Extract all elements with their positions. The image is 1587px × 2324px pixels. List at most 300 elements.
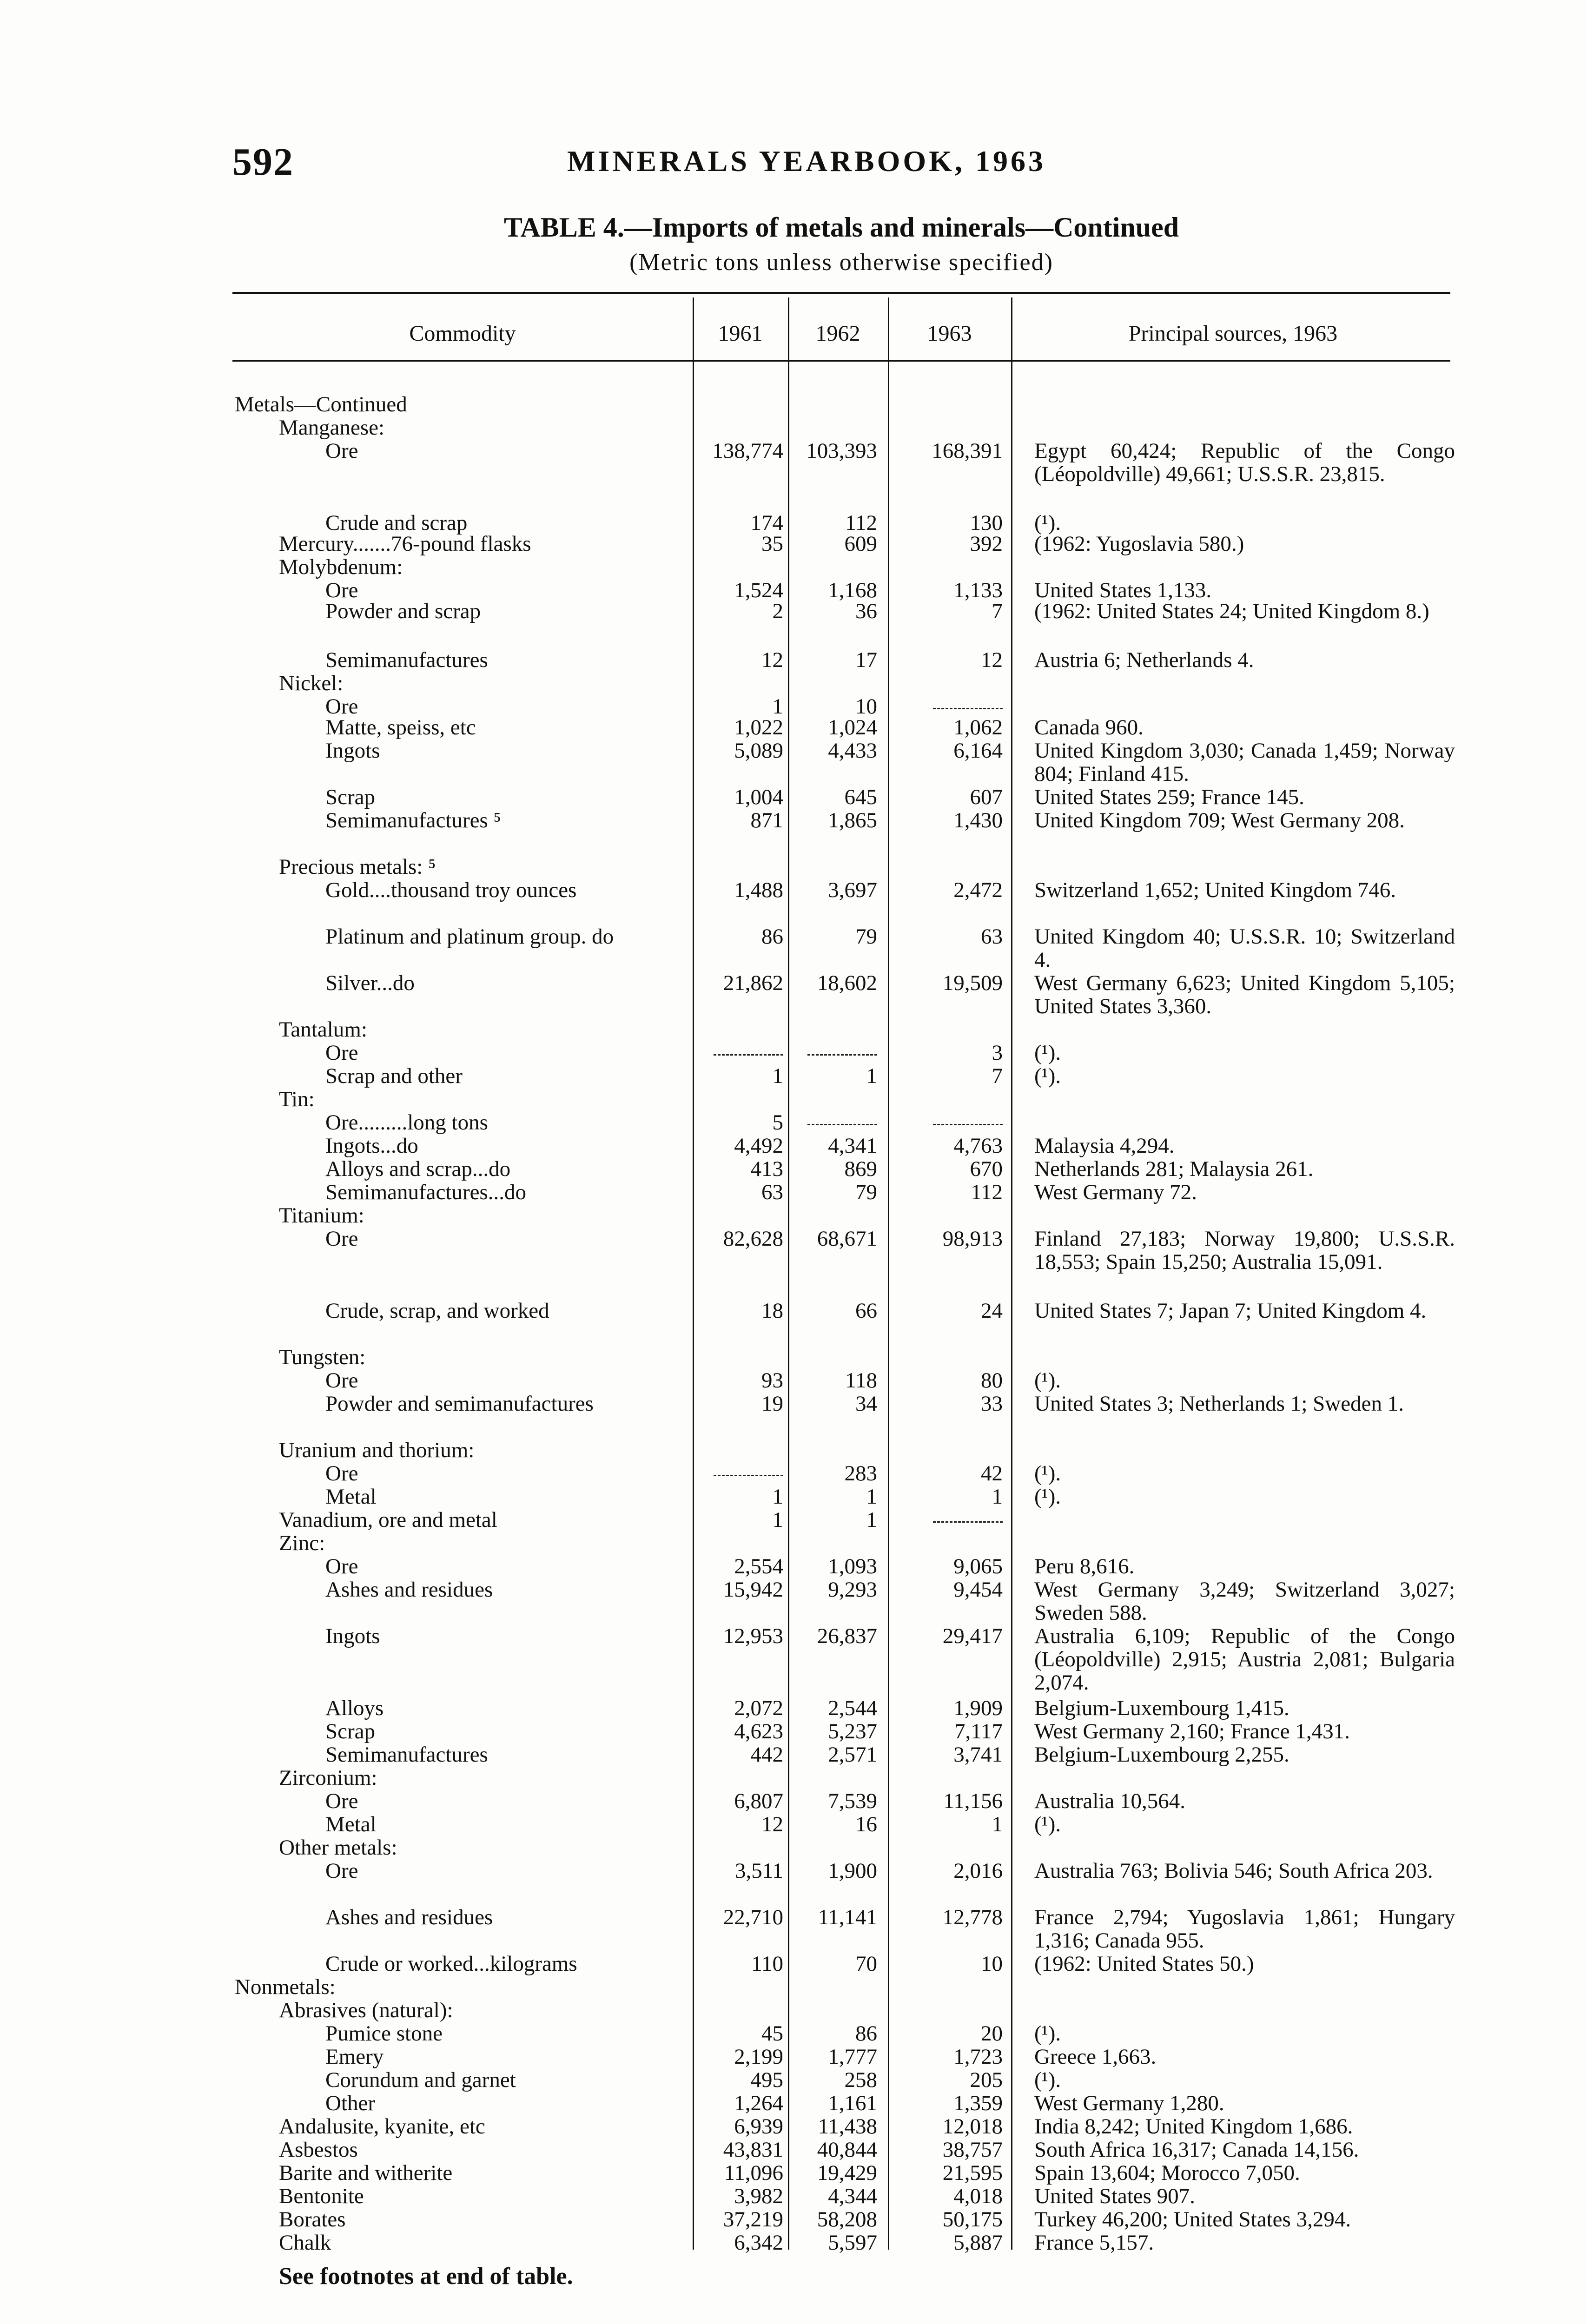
principal-sources: France 2,794; Yugoslavia 1,861; Hungary 1,316; Canada 955. [1034,1905,1455,1953]
page-header [232,139,1464,186]
value-cell: 12,018 [942,2114,1003,2139]
table-row [0,555,1587,579]
commodity-label: Asbestos [279,2138,358,2162]
value-cell: 5,237 [828,1719,877,1743]
table-row [0,1508,1587,1532]
value-cell: 1,909 [953,1696,1003,1720]
table-row [0,579,1587,602]
principal-sources: West Germany 6,623; United Kingdom 5,105; United States 3,360. [1034,971,1455,1018]
value-cell: 1,900 [828,1859,877,1883]
table-row [0,600,1587,623]
principal-sources: (¹). [1034,1485,1061,1509]
table-row [0,1134,1587,1157]
table-row [0,1999,1587,2022]
table-subtitle: (Metric tons unless otherwise specified) [629,249,1053,276]
table-row [0,1766,1587,1789]
value-cell: 11,141 [818,1905,877,1929]
value-cell: 20 [981,2021,1003,2046]
running-title: MINERALS YEARBOOK, 1963 [567,145,1046,178]
value-cell: 93 [761,1368,783,1393]
commodity-label: Ingots [325,739,380,763]
value-cell: 11,156 [943,1789,1003,1813]
value-cell: 5,887 [953,2231,1003,2255]
value-cell: 869 [844,1157,877,1181]
value-cell: 9,065 [953,1554,1003,1578]
value-cell: 607 [970,785,1003,809]
value-cell: 42 [981,1461,1003,1486]
commodity-label: Scrap [325,785,376,809]
principal-sources: Turkey 46,200; United States 3,294. [1034,2207,1351,2232]
value-cell: 70 [855,1952,877,1976]
value-cell: 2,199 [734,2045,783,2069]
commodity-label: Zirconium: [279,1766,377,1790]
commodity-label: Ore [325,1368,358,1393]
value-cell: 34 [855,1392,877,1416]
table-row [0,786,1587,809]
commodity-label: Ore [325,1789,358,1813]
principal-sources: (1962: United States 24; United Kingdom 8.) [1034,599,1429,623]
commodity-label: Nonmetals: [235,1975,336,1999]
principal-sources: West Germany 1,280. [1034,2091,1224,2115]
table-row [0,809,1587,832]
value-cell: 5,089 [734,739,783,763]
value-cell: 86 [855,2021,877,2046]
commodity-label: Crude and scrap [325,511,468,535]
value-cell: 283 [844,1461,877,1486]
table-row [0,2045,1587,2068]
dash-mark [714,1475,783,1476]
table-row [0,971,1587,1018]
commodity-label: Platinum and platinum group. do [325,924,614,949]
value-cell: 4,492 [734,1134,783,1158]
value-cell: 24 [981,1299,1003,1323]
commodity-label: Semimanufactures [325,1743,488,1767]
principal-sources: (¹). [1034,1368,1061,1393]
commodity-label: Molybdenum: [279,555,403,579]
value-cell: 3,697 [828,878,877,902]
empty-value-dash [928,695,1003,718]
value-cell: 12 [981,648,1003,672]
table-row [0,2161,1587,2185]
principal-sources: (¹). [1034,1812,1061,1836]
commodity-label: Bentonite [279,2184,364,2208]
commodity-label: Semimanufactures [325,648,488,672]
commodity-label: Other [325,2091,376,2115]
principal-sources: (1962: Yugoslavia 580.) [1034,532,1244,556]
column-header-sources: Principal sources, 1963 [1128,321,1338,346]
value-cell: 3,741 [953,1743,1003,1767]
table-header-rule [232,360,1450,362]
table-row [0,924,1587,972]
table-row [0,1392,1587,1415]
value-cell: 1,524 [734,578,783,602]
value-cell: 10 [981,1952,1003,1976]
table-row [0,1789,1587,1813]
value-cell: 82,628 [723,1227,783,1251]
value-cell: 7,539 [828,1789,877,1813]
principal-sources: Greece 1,663. [1034,2045,1157,2069]
commodity-label: Alloys and scrap...do [325,1157,511,1181]
table-row [0,1836,1587,1859]
value-cell: 1,062 [953,715,1003,739]
value-cell: 18 [761,1299,783,1323]
value-cell: 2,544 [828,1696,877,1720]
value-cell: 1,168 [828,578,877,602]
table-row [0,648,1587,672]
table-row [0,1088,1587,1111]
commodity-label: Emery [325,2045,384,2069]
commodity-label: Ore [325,578,358,602]
value-cell: 4,623 [734,1719,783,1743]
value-cell: 7 [992,599,1003,623]
value-cell: 130 [970,511,1003,535]
principal-sources: Australia 763; Bolivia 546; South Africa 203. [1034,1859,1433,1883]
commodity-label: Titanium: [279,1203,364,1228]
table-row [0,2138,1587,2161]
value-cell: 80 [981,1368,1003,1393]
value-cell: 68,671 [817,1227,877,1251]
commodity-label: Andalusite, kyanite, etc [279,2114,485,2139]
value-cell: 1,359 [953,2091,1003,2115]
value-cell: 98,913 [942,1227,1003,1251]
commodity-label: Alloys [325,1696,384,1720]
principal-sources: (¹). [1034,1041,1061,1065]
value-cell: 21,862 [723,971,783,995]
value-cell: 1 [772,694,783,719]
page-number: 592 [232,140,294,184]
value-cell: 3,982 [734,2184,783,2208]
principal-sources: United States 259; France 145. [1034,785,1304,809]
value-cell: 12,778 [942,1905,1003,1929]
value-cell: 1,022 [734,715,783,739]
principal-sources: Malaysia 4,294. [1034,1134,1175,1158]
empty-value-dash [928,1111,1003,1134]
value-cell: 4,018 [953,2184,1003,2208]
table-row [0,1697,1587,1720]
table-row [0,2068,1587,2092]
commodity-label: Silver...do [325,971,415,995]
value-cell: 205 [970,2068,1003,2092]
value-cell: 1 [866,1485,877,1509]
commodity-label: Tin: [279,1087,315,1111]
value-cell: 12,953 [723,1624,783,1648]
commodity-label: Ingots [325,1624,380,1648]
principal-sources: (¹). [1034,1461,1061,1486]
commodity-label: Other metals: [279,1835,397,1860]
table-row [0,416,1587,439]
table-row [0,2022,1587,2045]
value-cell: 50,175 [942,2207,1003,2232]
commodity-label: Metals—Continued [235,392,407,416]
value-cell: 1 [866,1064,877,1088]
value-cell: 1 [772,1485,783,1509]
principal-sources: Egypt 60,424; Republic of the Congo (Léopoldville) 49,661; U.S.S.R. 23,815. [1034,439,1455,486]
table-row [0,532,1587,555]
commodity-label: Uranium and thorium: [279,1438,475,1462]
value-cell: 7,117 [954,1719,1003,1743]
table-row [0,1952,1587,1975]
value-cell: 1,133 [953,578,1003,602]
commodity-label: Ingots...do [325,1134,418,1158]
table-row [0,1018,1587,1041]
value-cell: 168,391 [932,439,1003,463]
value-cell: 12 [761,1812,783,1836]
value-cell: 2,016 [953,1859,1003,1883]
principal-sources: Spain 13,604; Morocco 7,050. [1034,2161,1300,2185]
commodity-label: Corundum and garnet [325,2068,516,2092]
commodity-label: Crude, scrap, and worked [325,1299,549,1323]
value-cell: 1 [992,1485,1003,1509]
value-cell: 11,096 [724,2161,783,2185]
value-cell: 18,602 [817,971,877,995]
value-cell: 37,219 [723,2207,783,2232]
table-row [0,1578,1587,1625]
commodity-label: Ore [325,439,358,463]
table-title: TABLE 4.—Imports of metals and minerals—Continued [503,212,1179,243]
value-cell: 79 [855,1180,877,1204]
commodity-label: Matte, speiss, etc [325,715,476,739]
commodity-label: Tantalum: [279,1017,367,1042]
dash-mark [933,1124,1003,1125]
table-row [0,1041,1587,1064]
empty-value-dash [803,1111,877,1134]
value-cell: 1,723 [953,2045,1003,2069]
principal-sources: (¹). [1034,2021,1061,2046]
value-cell: 12 [761,648,783,672]
value-cell: 79 [855,924,877,949]
empty-value-dash [709,1041,783,1064]
value-cell: 4,344 [828,2184,877,2208]
commodity-label: Gold....thousand troy ounces [325,878,577,902]
principal-sources: United Kingdom 3,030; Canada 1,459; Norway 804; Finland 415. [1034,739,1455,786]
dash-mark [807,1124,877,1125]
principal-sources: (¹). [1034,2068,1061,2092]
commodity-label: Nickel: [279,671,344,695]
table-row [0,1369,1587,1392]
value-cell: 110 [751,1952,783,1976]
principal-sources: Peru 8,616. [1034,1554,1135,1578]
commodity-label: Manganese: [279,416,385,440]
value-cell: 392 [970,532,1003,556]
principal-sources: West Germany 72. [1034,1180,1197,1204]
commodity-label: Ore [325,1461,358,1486]
table-row [0,1859,1587,1882]
commodity-label: Ore [325,1041,358,1065]
value-cell: 442 [750,1743,783,1767]
value-cell: 112 [845,511,877,535]
principal-sources: Finland 27,183; Norway 19,800; U.S.S.R. 18,553; Spain 15,250; Australia 15,091. [1034,1227,1455,1274]
table-top-rule [232,292,1450,294]
table-row [0,1485,1587,1508]
value-cell: 1,004 [734,785,783,809]
commodity-label: Precious metals: ⁵ [279,855,436,879]
value-cell: 1 [772,1508,783,1532]
table-row [0,2208,1587,2231]
value-cell: 871 [750,808,783,832]
table-row [0,393,1587,416]
value-cell: 19 [761,1392,783,1416]
commodity-label: Barite and witherite [279,2161,453,2185]
value-cell: 258 [844,2068,877,2092]
commodity-label: Scrap [325,1719,376,1743]
value-cell: 9,454 [953,1578,1003,1602]
value-cell: 1 [992,1812,1003,1836]
value-cell: 9,293 [828,1578,877,1602]
table-row [0,1720,1587,1743]
value-cell: 1,161 [828,2091,877,2115]
commodity-label: Powder and scrap [325,599,481,623]
column-header-1963: 1963 [927,321,972,346]
value-cell: 63 [981,924,1003,949]
commodity-label: Zinc: [279,1531,325,1555]
value-cell: 1,024 [828,715,877,739]
value-cell: 86 [761,924,783,949]
table-row [0,855,1587,878]
commodity-label: Pumice stone [325,2021,443,2046]
principal-sources: Belgium-Luxembourg 2,255. [1034,1743,1289,1767]
commodity-label: Ashes and residues [325,1578,493,1602]
value-cell: 1,865 [828,808,877,832]
value-cell: 6,807 [734,1789,783,1813]
dash-mark [933,1521,1003,1523]
principal-sources: United Kingdom 40; U.S.S.R. 10; Switzerland 4. [1034,924,1455,972]
commodity-label: Crude or worked...kilograms [325,1952,577,1976]
value-cell: 15,942 [723,1578,783,1602]
table-row [0,1227,1587,1274]
empty-value-dash [803,1041,877,1064]
value-cell: 103,393 [806,439,877,463]
table-row [0,716,1587,739]
principal-sources: Australia 10,564. [1034,1789,1186,1813]
table-row [0,2185,1587,2208]
value-cell: 2 [772,599,783,623]
table-row [0,1299,1587,1322]
value-cell: 2,472 [953,878,1003,902]
value-cell: 22,710 [723,1905,783,1929]
column-header-commodity: Commodity [409,321,516,346]
value-cell: 17 [855,648,877,672]
commodity-label: Metal [325,1485,377,1509]
value-cell: 2,571 [828,1743,877,1767]
commodity-label: Ore [325,694,358,719]
table-row [0,672,1587,695]
table-row [0,878,1587,902]
table-row [0,1157,1587,1181]
commodity-label: Ore.........long tons [325,1110,488,1135]
value-cell: 6,342 [734,2231,783,2255]
table-row [0,1111,1587,1134]
principal-sources: Canada 960. [1034,715,1144,739]
commodity-label: Ashes and residues [325,1905,493,1929]
commodity-label: Borates [279,2207,346,2232]
value-cell: 19,509 [942,971,1003,995]
value-cell: 40,844 [817,2138,877,2162]
value-cell: 645 [844,785,877,809]
value-cell: 3,511 [734,1859,783,1883]
value-cell: 19,429 [817,2161,877,2185]
value-cell: 1,488 [734,878,783,902]
table-row [0,1743,1587,1766]
value-cell: 26,837 [817,1624,877,1648]
commodity-label: Powder and semimanufactures [325,1392,594,1416]
principal-sources: United States 3; Netherlands 1; Sweden 1. [1034,1392,1404,1416]
commodity-label: Metal [325,1812,377,1836]
table-row [0,1439,1587,1462]
value-cell: 1,264 [734,2091,783,2115]
table-row [0,2115,1587,2138]
table-row [0,2231,1587,2254]
value-cell: 29,417 [942,1624,1003,1648]
value-cell: 5,597 [828,2231,877,2255]
value-cell: 609 [844,532,877,556]
commodity-label: Vanadium, ore and metal [279,1508,497,1532]
table-row [0,1532,1587,1555]
dash-mark [807,1054,877,1056]
table-row [0,439,1587,486]
table-row [0,2092,1587,2115]
value-cell: 4,341 [828,1134,877,1158]
table-row [0,511,1587,535]
commodity-label: Scrap and other [325,1064,463,1088]
principal-sources: France 5,157. [1034,2231,1154,2255]
commodity-label: Chalk [279,2231,331,2255]
value-cell: 43,831 [723,2138,783,2162]
value-cell: 3 [992,1041,1003,1065]
commodity-label: Semimanufactures ⁵ [325,808,501,832]
value-cell: 2,072 [734,1696,783,1720]
table-row [0,1064,1587,1088]
principal-sources: (¹). [1034,1064,1061,1088]
principal-sources: United States 1,133. [1034,578,1212,602]
principal-sources: Austria 6; Netherlands 4. [1034,648,1254,672]
column-header-1962: 1962 [815,321,860,346]
value-cell: 58,208 [817,2207,877,2232]
table-row [0,1204,1587,1227]
value-cell: 2,554 [734,1554,783,1578]
value-cell: 1,777 [828,2045,877,2069]
table-row [0,1346,1587,1369]
commodity-label: Ore [325,1859,358,1883]
value-cell: 21,595 [942,2161,1003,2185]
dash-mark [933,708,1003,709]
value-cell: 1,093 [828,1554,877,1578]
value-cell: 35 [761,532,783,556]
value-cell: 118 [845,1368,877,1393]
table-row [0,1462,1587,1485]
value-cell: 138,774 [712,439,783,463]
table-row [0,1905,1587,1953]
value-cell: 4,433 [828,739,877,763]
commodity-label: Ore [325,1227,358,1251]
table-row [0,1555,1587,1578]
value-cell: 11,438 [818,2114,877,2139]
principal-sources: Netherlands 281; Malaysia 261. [1034,1157,1314,1181]
dash-mark [714,1054,783,1056]
value-cell: 66 [855,1299,877,1323]
value-cell: 7 [992,1064,1003,1088]
value-cell: 10 [855,694,877,719]
principal-sources: India 8,242; United Kingdom 1,686. [1034,2114,1353,2139]
value-cell: 174 [750,511,783,535]
value-cell: 6,164 [953,739,1003,763]
value-cell: 670 [970,1157,1003,1181]
value-cell: 1 [772,1064,783,1088]
value-cell: 1 [866,1508,877,1532]
table-row [0,1975,1587,1999]
principal-sources: United Kingdom 709; West Germany 208. [1034,808,1405,832]
commodity-label: Mercury.......76-pound flasks [279,532,531,556]
table-row [0,695,1587,718]
